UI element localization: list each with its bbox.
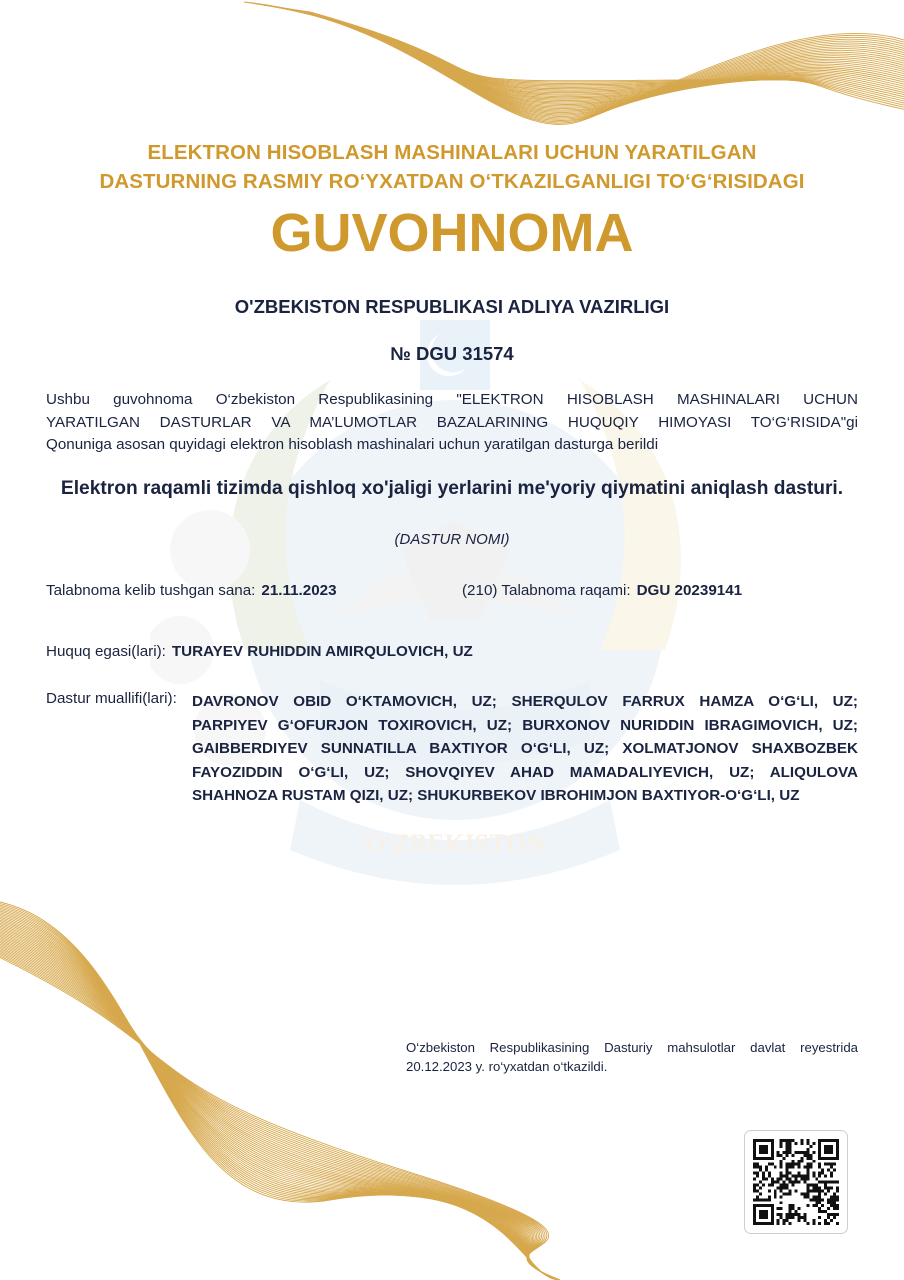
- authors-label: Dastur muallifi(lari):: [46, 690, 177, 707]
- registry-line-1: O‘zbekiston Respublikasining Dasturiy mahsulotlar davlat reyestrida: [406, 1040, 858, 1055]
- application-date-value: 21.11.2023: [261, 582, 337, 599]
- intro-line-3: Qonuniga asosan quyidagi elektron hisoblash mashinalari uchun yaratilgan dasturga berildi: [46, 436, 659, 453]
- rights-holder-label: Huquq egasi(lari):: [46, 643, 166, 660]
- authors-line-1: DAVRONOV OBID O‘KTAMOVICH, UZ; SHERQULOV FARRUX HAMZA O‘G‘LI, UZ;: [192, 693, 858, 710]
- intro-line-1: Ushbu guvohnoma O‘zbekiston Respublikasining "ELEKTRON HISOBLASH MASHINALARI UCHUN: [46, 391, 858, 408]
- application-date-label: Talabnoma kelib tushgan sana:: [46, 582, 256, 599]
- application-number-label: (210) Talabnoma raqami:: [462, 582, 631, 599]
- intro-line-2: YARATILGAN DASTURLAR VA MA’LUMOTLAR BAZALARINING HUQUQIY HIMOYASI TO‘G‘RISIDA"gi: [46, 413, 858, 431]
- certificate-number: № DGU 31574: [390, 343, 514, 364]
- authors-line-2: PARPIYEV G‘OFURJON TOXIROVICH, UZ; BURXONOV NURIDDIN IBRAGIMOVICH, UZ;: [192, 716, 858, 734]
- intro-paragraph: [46, 389, 858, 457]
- authors-line-4: FAYOZIDDIN O‘G‘LI, UZ; SHOVQIYEV AHAD MAMADALIYEVICH, UZ; ALIQULOVA: [192, 763, 858, 781]
- gold-wave-decoration-top: [244, 0, 904, 130]
- application-number-field: [462, 582, 742, 599]
- gold-wave-decoration-bottom: [0, 900, 560, 1280]
- application-date-field: [46, 582, 337, 599]
- registry-note: [406, 1038, 858, 1076]
- authors-list: [192, 690, 858, 808]
- qr-code-icon: [753, 1139, 839, 1225]
- authors-line-3: GAIBBERDIYEV SUNNATILLA BAXTIYOR O‘G‘LI, UZ; XOLMATJONOV SHAXBOZBEK: [192, 740, 858, 757]
- emblem-ribbon-text: O'ZBEKISTON: [364, 829, 546, 858]
- qr-code-frame[interactable]: [744, 1130, 848, 1234]
- header-line-2: DASTURNING RASMIY RO‘YXATDAN O‘TKAZILGANLIGI TO‘G‘RISIDAGI: [99, 170, 805, 193]
- rights-holder-field: [46, 643, 473, 660]
- authors-line-5: SHAHNOZA RUSTAM QIZI, UZ; SHUKURBEKOV IBROHIMJON BAXTIYOR-O‘G‘LI, UZ: [192, 787, 800, 804]
- rights-holder-value: TURAYEV RUHIDDIN AMIRQULOVICH, UZ: [171, 643, 473, 660]
- header-line-1: ELEKTRON HISOBLASH MASHINALARI UCHUN YARATILGAN: [147, 141, 757, 164]
- application-number-value: DGU 20239141: [636, 582, 743, 599]
- program-name: Elektron raqamli tizimda qishloq xo'jaligi yerlarini me'yoriy qiymatini aniqlash dasturi.: [60, 478, 844, 499]
- document-title: GUVOHNOMA: [270, 203, 634, 263]
- ministry-name: O'ZBEKISTON RESPUBLIKASI ADLIYA VAZIRLIGI: [234, 296, 670, 317]
- registry-line-2: 20.12.2023 y. ro‘yxatdan o‘tkazildi.: [406, 1059, 608, 1074]
- program-name-caption: (DASTUR NOMI): [394, 531, 510, 548]
